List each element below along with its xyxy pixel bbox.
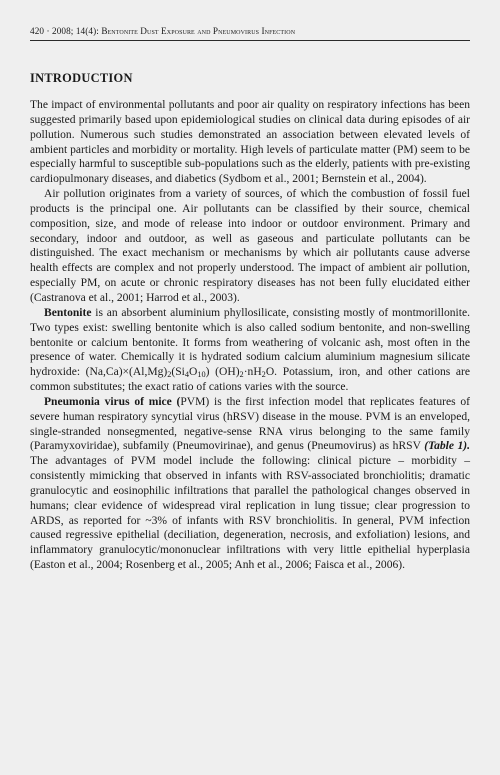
formula-part: ·nH [243,366,262,379]
table-reference: (Table 1). [424,440,470,453]
running-header [30,26,470,41]
pvm-term: Pneumonia virus of mice ( [44,395,181,408]
body-text [30,98,470,573]
paragraph-1: The impact of environmental pollutants and poor air quality on respiratory infections has been suggested primarily based upon epidemiological studies on clinical data during episodes of air pollution. Numerous such studies demonstrated an association between elevated levels of ambient particles and morbidity or mortality. High levels of particulate matter (PM) seem to be especially harmful to susceptible sub-populations such as the elderly, patients with pre-existing cardiopulmonary diseases, and diabetics (Sydbom et al., 2001; Bernstein et al., 2004). [30,99,470,186]
paragraph-4-text: PVM) is the first infection model that replicates features of severe human respiratory syncytial virus (hRSV) disease in the mouse. PVM is an enveloped, single-stranded nonsegmented, negative-sense RNA virus belonging to the same family (Paramyxoviridae), subfamily (Pneumovirinae), and genus (Pneumovirus) as hRSV [30,395,470,453]
formula-part: (Si [171,366,185,379]
subscript: 4 [184,370,190,380]
section-heading: INTRODUCTION [30,71,133,85]
subscript: 2 [167,370,172,380]
paragraph-4-tail: The advantages of PVM model include the following: clinical picture – morbidity – consistently mimicking that observed in infants with RSV-associated bronchiolitis; dramatic granulocytic and eosinophilic infiltrations that parallel the pathological changes observed in humans; clear evidence of widespread viral replication in lung tissue; clear progression to ARDS, as reported for ~3% of infants with RSV bronchiolitis. In general, PVM infection caused regressive epithelial (deciliation, degeneration, necrosis, and exfoliation) lesions, and inflammatory granulocytic/mononuclear infiltrations with very little epithelial hyperplasia (Easton et al., 2004; Rosenberg et al., 2005; Anh et al., 2006; Faisca et al., 2006). [30,455,470,572]
subscript: 2 [239,370,244,380]
paragraph-3 [30,306,470,395]
paragraph-3-tail: O. Potassium, iron, and other cations are common substitutes; the exact ratio of cations varies with the source. [30,366,470,394]
paragraph-4 [30,395,470,573]
subscript: 10 [197,370,206,380]
page-volume-info: 420 · 2008; 14(4): [30,26,102,36]
running-title: Bentonite Dust Exposure and Pneumovirus Infection [101,26,296,36]
paragraph-2: Air pollution originates from a variety of sources, of which the combustion of fossil fuel products is the principal one. Air pollutants can be classified by their source, chemical composition, size, and mode of release into indoor or outdoor environment. Primary and secondary, indoor and outdoor, as well as gaseous and particulate pollutants can be distinguished. The exact mechanism or mechanisms by which air pollutants cause adverse health effects are complex and not properly understood. The impact of ambient air pollution, especially PM, on acute or chronic respiratory diseases has not been fully elucidated either (Castranova et al., 2001; Harrod et al., 2003). [30,188,470,304]
formula-part: ) (OH) [205,366,240,379]
paragraph-3-text: is an absorbent aluminium phyllosilicate, consisting mostly of montmorillonite. Two types exist: swelling bentonite which is also called sodium bentonite, and non-swelling bentonite or calcium bentonite. It forms from weathering of volcanic ash, most often in the presence of water. Chemically it is hydrated sodium calcium aluminium magnesium silicate hydroxide: (Na,Ca)×(Al,Mg) [30,306,470,379]
formula-part: O [189,366,198,379]
subscript: 2 [261,370,266,380]
bentonite-term: Bentonite [44,306,92,319]
